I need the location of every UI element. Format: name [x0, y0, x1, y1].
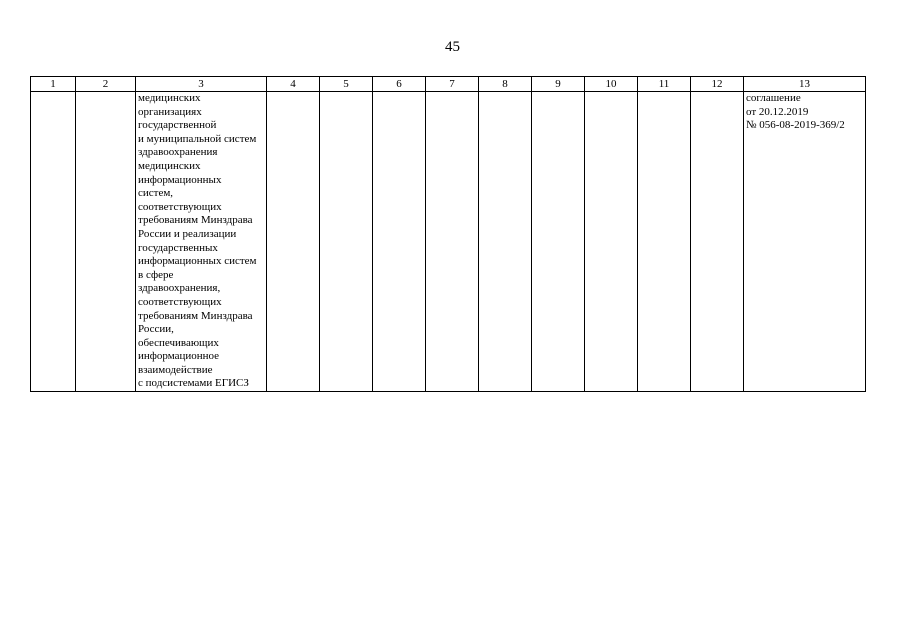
cell-col-9 — [532, 92, 585, 392]
column-header-3: 3 — [136, 77, 267, 92]
column-header-13: 13 — [744, 77, 866, 92]
cell-text-line: государственных — [138, 241, 218, 254]
column-header-5: 5 — [320, 77, 373, 92]
cell-col-7 — [426, 92, 479, 392]
column-header-10: 10 — [585, 77, 638, 92]
cell-text-line: требованиям Минздрава — [138, 214, 253, 227]
document-table — [30, 76, 866, 392]
column-header-7: 7 — [426, 77, 479, 92]
cell-text-line: взаимодействие — [138, 363, 213, 376]
cell-text-line: медицинских — [138, 92, 201, 104]
column-header-1: 1 — [31, 77, 76, 92]
column-header-12: 12 — [691, 77, 744, 92]
cell-text-line: требованиям Минздрава — [138, 309, 253, 322]
cell-text-line: с подсистемами ЕГИСЗ — [138, 377, 249, 390]
cell-text-line: и муниципальной систем — [138, 132, 257, 145]
column-header-8: 8 — [479, 77, 532, 92]
cell-col-8 — [479, 92, 532, 392]
column-header-4: 4 — [267, 77, 320, 92]
cell-col-5 — [320, 92, 373, 392]
page-number: 45 — [445, 39, 460, 55]
cell-col-2 — [76, 92, 136, 392]
cell-col-3 — [136, 92, 267, 392]
cell-text-line: России, — [138, 323, 174, 336]
cell-text-line: медицинских — [138, 159, 201, 172]
column-header-11: 11 — [638, 77, 691, 92]
cell-col-12 — [691, 92, 744, 392]
cell-col-6 — [373, 92, 426, 392]
cell-text-line: государственной — [138, 119, 217, 132]
table-row — [31, 92, 866, 392]
cell-col-1 — [31, 92, 76, 392]
agreement-date-line: от 20.12.2019 — [746, 105, 809, 118]
cell-col-13 — [744, 92, 866, 392]
cell-text-line: соответствующих — [138, 200, 222, 213]
column-header-6: 6 — [373, 77, 426, 92]
cell-text-line: в сфере — [138, 268, 174, 281]
cell-text-line: информационное — [138, 350, 220, 363]
cell-text-line: информационных систем — [138, 255, 257, 268]
cell-text-line: здравоохранения, — [138, 282, 221, 295]
cell-text-line: России и реализации — [138, 227, 237, 240]
agreement-text-line: соглашение — [746, 92, 801, 104]
cell-text-line: соответствующих — [138, 295, 222, 308]
column-header-2: 2 — [76, 77, 136, 92]
cell-text-line: систем, — [138, 187, 174, 200]
cell-text-line: информационных — [138, 173, 222, 186]
cell-text-line: обеспечивающих — [138, 336, 219, 349]
cell-text-line: здравоохранения — [138, 146, 218, 159]
header-row — [31, 77, 866, 92]
agreement-number-line: № 056-08-2019-369/2 — [746, 119, 845, 132]
cell-text-line: организациях — [138, 105, 202, 118]
cell-col-11 — [638, 92, 691, 392]
cell-col-4 — [267, 92, 320, 392]
cell-col-10 — [585, 92, 638, 392]
column-header-9: 9 — [532, 77, 585, 92]
